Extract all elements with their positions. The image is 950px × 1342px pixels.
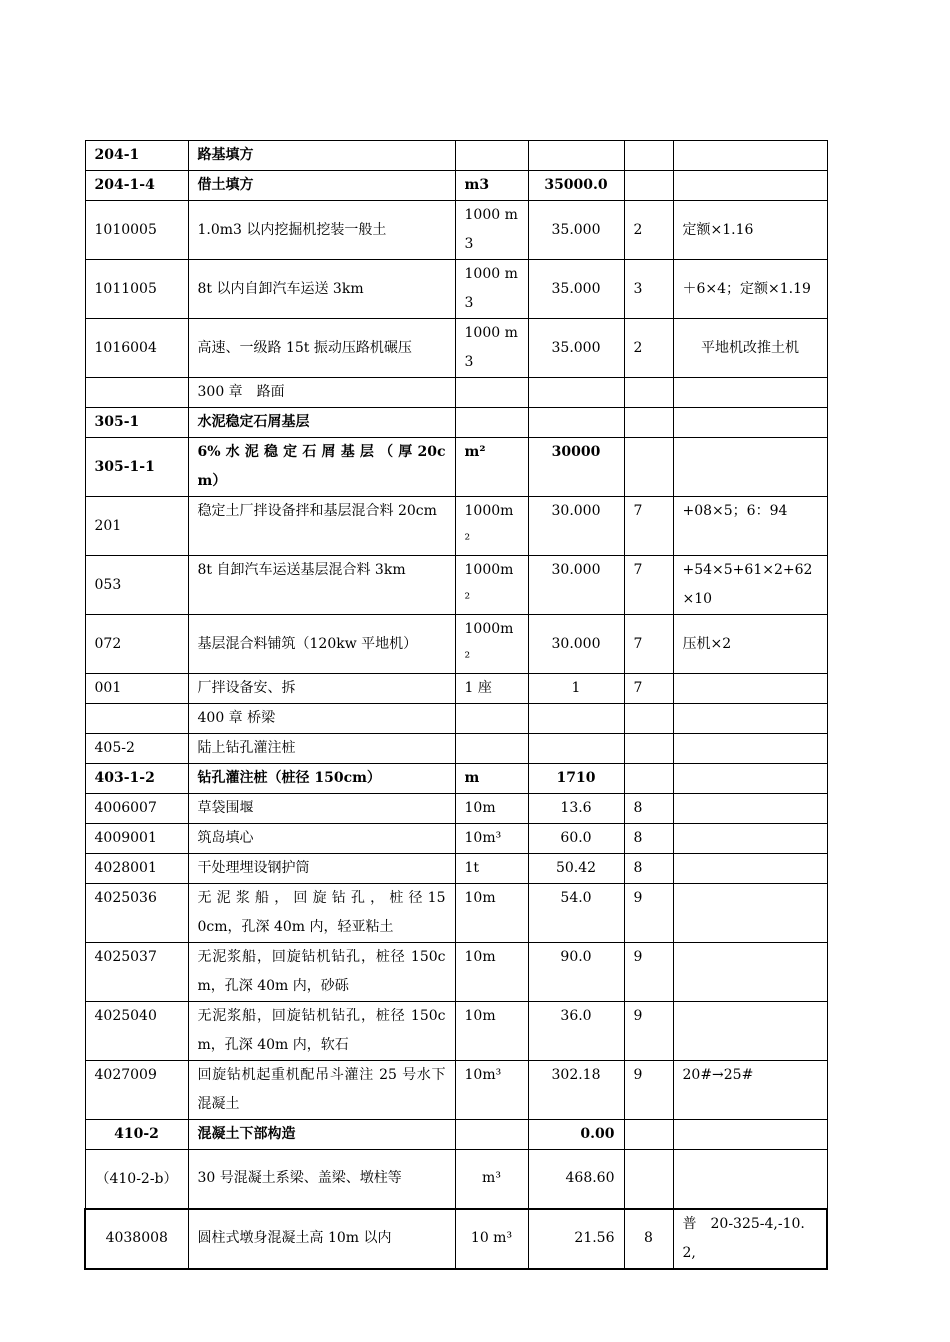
item-code: 204-1 — [85, 141, 188, 171]
item-unit: 1000m² — [455, 497, 528, 556]
item-unit: 1000 m3 — [455, 201, 528, 260]
table-row — [85, 497, 827, 556]
item-unit: 1000 m3 — [455, 319, 528, 378]
item-note: +54×5+61×2+62×10 — [673, 556, 827, 615]
item-code: 204-1-4 — [85, 171, 188, 201]
item-unit: m3 — [455, 171, 528, 201]
item-unit: 1000m² — [455, 556, 528, 615]
table-row — [85, 141, 827, 171]
table-row — [85, 764, 827, 794]
item-unit — [455, 704, 528, 734]
item-name: 路基填方 — [188, 141, 455, 171]
item-unit: 1 座 — [455, 674, 528, 704]
item-unit: 1000m² — [455, 615, 528, 674]
item-name: 1.0m3 以内挖掘机挖装一般土 — [188, 201, 455, 260]
table-row — [85, 260, 827, 319]
item-note — [673, 943, 827, 1002]
item-col5 — [624, 141, 673, 171]
item-unit: m — [455, 764, 528, 794]
item-note — [673, 674, 827, 704]
item-name: 水泥稳定石屑基层 — [188, 408, 455, 438]
table-row — [85, 1120, 827, 1150]
table-row — [85, 1061, 827, 1120]
table-row — [85, 943, 827, 1002]
item-unit — [455, 408, 528, 438]
item-quantity: 1710 — [528, 764, 624, 794]
item-note — [673, 734, 827, 764]
item-quantity: 50.42 — [528, 854, 624, 884]
item-code: 072 — [85, 615, 188, 674]
item-note — [673, 854, 827, 884]
item-col5: 8 — [624, 794, 673, 824]
item-code: 305-1 — [85, 408, 188, 438]
item-note: 压机×2 — [673, 615, 827, 674]
item-col5 — [624, 438, 673, 497]
item-col5: 9 — [624, 1061, 673, 1120]
item-code: 410-2 — [85, 1120, 188, 1150]
item-note: +08×5；6：94 — [673, 497, 827, 556]
item-code: 4025037 — [85, 943, 188, 1002]
item-quantity: 30.000 — [528, 615, 624, 674]
item-code: 001 — [85, 674, 188, 704]
table-row — [85, 674, 827, 704]
item-unit: 1t — [455, 854, 528, 884]
item-note — [673, 438, 827, 497]
item-col5: 7 — [624, 497, 673, 556]
item-note — [673, 171, 827, 201]
item-unit: 10m — [455, 943, 528, 1002]
item-note — [673, 1150, 827, 1209]
item-code: 4027009 — [85, 1061, 188, 1120]
item-name: 无泥浆船，回旋钻机钻孔，桩径 150cm，孔深 40m 内，软石 — [188, 1002, 455, 1061]
table-row — [85, 1150, 827, 1209]
item-quantity: 54.0 — [528, 884, 624, 943]
item-note — [673, 884, 827, 943]
item-code: 405-2 — [85, 734, 188, 764]
item-col5 — [624, 704, 673, 734]
item-code: 4028001 — [85, 854, 188, 884]
table-row — [85, 704, 827, 734]
table-row — [85, 201, 827, 260]
item-col5 — [624, 1150, 673, 1209]
item-col5: 2 — [624, 201, 673, 260]
item-name: 8t 自卸汽车运送基层混合料 3km — [188, 556, 455, 615]
item-name: 厂拌设备安、拆 — [188, 674, 455, 704]
item-quantity — [528, 408, 624, 438]
table-row — [85, 171, 827, 201]
item-name: 无泥浆船，回旋钻机钻孔，桩径 150cm，孔深 40m 内，砂砾 — [188, 943, 455, 1002]
item-note: ＋6×4；定额×1.19 — [673, 260, 827, 319]
item-col5 — [624, 171, 673, 201]
item-name: 混凝土下部构造 — [188, 1120, 455, 1150]
item-col5: 7 — [624, 674, 673, 704]
item-unit: 10m³ — [455, 824, 528, 854]
item-note: 普 20-325-4,-10.2, — [673, 1209, 827, 1269]
table-row — [85, 556, 827, 615]
table-row — [85, 824, 827, 854]
item-name: 30 号混凝土系梁、盖梁、墩柱等 — [188, 1150, 455, 1209]
item-unit: 10 m³ — [455, 1209, 528, 1269]
item-note — [673, 408, 827, 438]
item-note — [673, 824, 827, 854]
item-note: 平地机改推土机 — [673, 319, 827, 378]
item-code: 4025040 — [85, 1002, 188, 1061]
item-note — [673, 1120, 827, 1150]
item-name: 借土填方 — [188, 171, 455, 201]
item-unit: 10m — [455, 794, 528, 824]
item-col5: 8 — [624, 854, 673, 884]
table-row — [85, 734, 827, 764]
item-unit — [455, 141, 528, 171]
item-note — [673, 141, 827, 171]
item-name: 400 章 桥梁 — [188, 704, 455, 734]
item-note: 20#→25# — [673, 1061, 827, 1120]
item-name: 高速、一级路 15t 振动压路机碾压 — [188, 319, 455, 378]
item-name: 陆上钻孔灌注桩 — [188, 734, 455, 764]
item-col5: 7 — [624, 615, 673, 674]
item-name: 6% 水 泥 稳 定 石 屑 基 层 （ 厚 20cm） — [188, 438, 455, 497]
item-note — [673, 764, 827, 794]
item-quantity: 35.000 — [528, 260, 624, 319]
item-col5: 9 — [624, 884, 673, 943]
item-quantity — [528, 734, 624, 764]
item-code: （410-2-b） — [85, 1150, 188, 1209]
item-name: 回旋钻机起重机配吊斗灌注 25 号水下混凝土 — [188, 1061, 455, 1120]
item-col5 — [624, 378, 673, 408]
quantity-table — [84, 140, 828, 1270]
item-code: 201 — [85, 497, 188, 556]
item-code: 403-1-2 — [85, 764, 188, 794]
item-col5: 3 — [624, 260, 673, 319]
item-note — [673, 1002, 827, 1061]
item-unit: 10m — [455, 1002, 528, 1061]
item-name: 钻孔灌注桩（桩径 150cm） — [188, 764, 455, 794]
table-row — [85, 854, 827, 884]
item-col5: 9 — [624, 943, 673, 1002]
item-name: 无 泥 浆 船 ， 回 旋 钻 孔 ， 桩 径 150cm，孔深 40m 内，轻亚粘土 — [188, 884, 455, 943]
item-quantity: 468.60 — [528, 1150, 624, 1209]
item-col5 — [624, 1120, 673, 1150]
item-code: 4025036 — [85, 884, 188, 943]
table-row — [85, 438, 827, 497]
item-code: 053 — [85, 556, 188, 615]
item-name: 草袋围堰 — [188, 794, 455, 824]
item-name: 筑岛填心 — [188, 824, 455, 854]
item-quantity: 35000.0 — [528, 171, 624, 201]
item-quantity: 1 — [528, 674, 624, 704]
item-unit — [455, 378, 528, 408]
item-quantity: 21.56 — [528, 1209, 624, 1269]
table-row — [85, 319, 827, 378]
item-code — [85, 378, 188, 408]
item-col5 — [624, 764, 673, 794]
item-unit — [455, 734, 528, 764]
item-unit: m² — [455, 438, 528, 497]
item-quantity: 35.000 — [528, 319, 624, 378]
table-row — [85, 615, 827, 674]
item-quantity — [528, 704, 624, 734]
item-name: 稳定土厂拌设备拌和基层混合料 20cm — [188, 497, 455, 556]
item-code: 4009001 — [85, 824, 188, 854]
item-unit — [455, 1120, 528, 1150]
item-name: 300 章 路面 — [188, 378, 455, 408]
item-code: 305-1-1 — [85, 438, 188, 497]
item-unit: m³ — [455, 1150, 528, 1209]
item-code: 4006007 — [85, 794, 188, 824]
item-quantity: 302.18 — [528, 1061, 624, 1120]
item-col5: 8 — [624, 1209, 673, 1269]
item-col5: 9 — [624, 1002, 673, 1061]
item-unit: 10m — [455, 884, 528, 943]
item-note — [673, 794, 827, 824]
table-row — [85, 1209, 827, 1269]
item-col5: 2 — [624, 319, 673, 378]
item-quantity: 30.000 — [528, 556, 624, 615]
item-name: 干处理埋设钢护筒 — [188, 854, 455, 884]
item-name: 基层混合料铺筑（120kw 平地机） — [188, 615, 455, 674]
item-code: 1016004 — [85, 319, 188, 378]
item-quantity — [528, 141, 624, 171]
item-quantity: 13.6 — [528, 794, 624, 824]
item-quantity: 30.000 — [528, 497, 624, 556]
item-unit: 1000 m3 — [455, 260, 528, 319]
item-code — [85, 704, 188, 734]
item-name: 圆柱式墩身混凝土高 10m 以内 — [188, 1209, 455, 1269]
item-quantity: 35.000 — [528, 201, 624, 260]
item-quantity — [528, 378, 624, 408]
item-quantity: 36.0 — [528, 1002, 624, 1061]
item-note — [673, 704, 827, 734]
item-col5 — [624, 734, 673, 764]
table-row — [85, 1002, 827, 1061]
table-row — [85, 884, 827, 943]
item-quantity: 60.0 — [528, 824, 624, 854]
table-row — [85, 378, 827, 408]
item-code: 4038008 — [85, 1209, 188, 1269]
item-name: 8t 以内自卸汽车运送 3km — [188, 260, 455, 319]
item-note: 定额×1.16 — [673, 201, 827, 260]
item-quantity: 30000 — [528, 438, 624, 497]
item-quantity: 90.0 — [528, 943, 624, 1002]
table-row — [85, 408, 827, 438]
item-col5: 8 — [624, 824, 673, 854]
item-unit: 10m³ — [455, 1061, 528, 1120]
item-note — [673, 378, 827, 408]
item-code: 1010005 — [85, 201, 188, 260]
item-code: 1011005 — [85, 260, 188, 319]
item-quantity: 0.00 — [528, 1120, 624, 1150]
table-row — [85, 794, 827, 824]
item-col5: 7 — [624, 556, 673, 615]
item-col5 — [624, 408, 673, 438]
